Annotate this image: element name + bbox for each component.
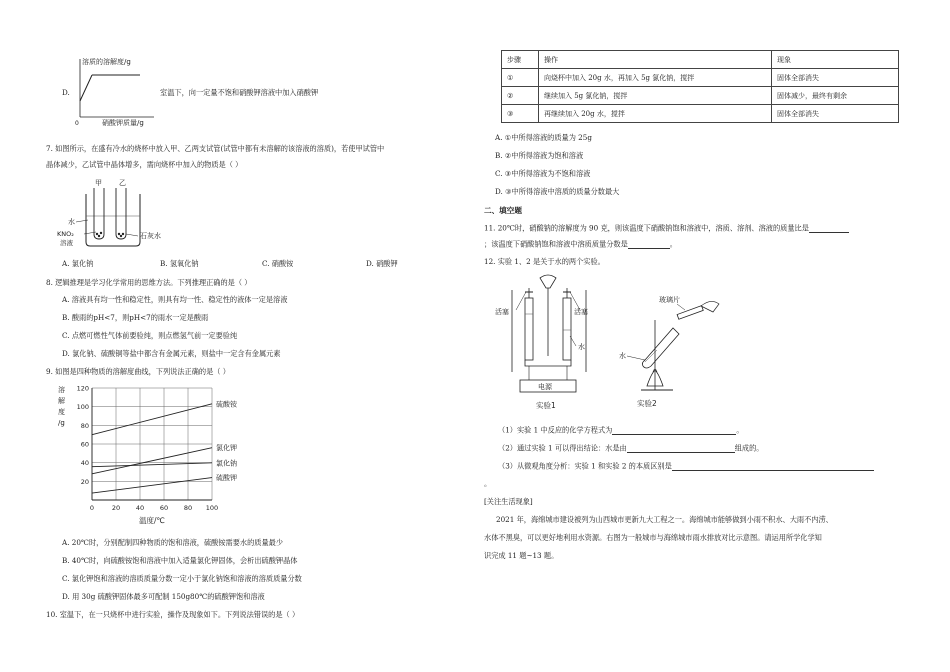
q12-stem: 12. 实验 1、2 是关于水的两个实验。 xyxy=(484,257,605,266)
x-tick-label: 0 xyxy=(89,504,95,512)
table-row xyxy=(502,69,899,87)
y-axis-label-char: 溶 xyxy=(58,386,65,394)
q10-option-d: D. ③中所得溶液中溶质的质量分数最大 xyxy=(495,187,620,196)
table-cell: ① xyxy=(502,69,539,87)
q11-line2 xyxy=(484,240,677,249)
q8-option-d: D. 氯化钠、硫酸铜等盐中都含有金属元素，则盐中一定含有金属元素 xyxy=(62,349,281,358)
q7-option-b: B. 氢氧化钠 xyxy=(160,259,199,268)
y-tick-label: 60 xyxy=(80,440,89,449)
q11-blank-fraction[interactable] xyxy=(628,240,670,249)
q12-blank-difference[interactable] xyxy=(672,462,874,471)
q9-option-d: D. 用 30g 硫酸钾固体最多可配制 150g80℃的硫酸钾饱和溶液 xyxy=(62,592,265,601)
q7-line2: 晶体减少，乙试管中晶体增多，需向烧杯中加入的物质是（ ） xyxy=(46,160,243,169)
q12-sub3-text: （3）从微观角度分析：实验 1 和实验 2 的本质区别是 xyxy=(498,461,672,471)
q6d-ylabel: 溶质的溶解度/g xyxy=(82,58,131,66)
table-header-cell: 步骤 xyxy=(502,51,539,69)
q8-option-a: A. 溶液具有均一性和稳定性，则具有均一性、稳定性的液体一定是溶液 xyxy=(62,295,288,304)
y-axis-label-char: 度 xyxy=(58,408,65,416)
x-tick-label: 60 xyxy=(159,504,169,512)
x-axis-label: 温度/℃ xyxy=(139,516,165,525)
table-row xyxy=(502,87,899,105)
q11-line1 xyxy=(484,224,849,233)
series-line xyxy=(92,463,212,467)
exp1-power-label: 电源 xyxy=(538,383,552,391)
q12-blank-equation[interactable] xyxy=(612,426,736,435)
y-axis-label-char: /g xyxy=(58,419,65,427)
series-line xyxy=(92,478,212,493)
series-label: 硫酸铵 xyxy=(216,400,237,409)
exp1-valve-right-label: 活塞 xyxy=(574,308,588,316)
q9-stem: 9. 如图是四种物质的溶解度曲线，下列说法正确的是（ ） xyxy=(46,367,230,376)
experiment2-figure xyxy=(615,290,725,415)
series-label: 氯化钾 xyxy=(216,444,237,453)
exp2-glass-label: 玻璃片 xyxy=(659,296,680,304)
y-tick-label: 100 xyxy=(76,403,89,412)
q7-line1: 7. 如图所示，在盛有冷水的烧杯中放入甲、乙两支试管(试管中都有未溶解的该溶液的溶质)，若使甲试管中 xyxy=(46,144,385,153)
q7-option-d: D. 硝酸钾 xyxy=(366,259,398,268)
y-tick-label: 120 xyxy=(76,384,89,393)
q6d-text: 室温下，向一定量不饱和硝酸钾溶液中加入硝酸钾 xyxy=(160,88,319,97)
q7-option-a: A. 氯化钠 xyxy=(62,259,94,268)
table-cell: 继续加入 5g 氯化钠，搅拌 xyxy=(539,87,772,105)
q8-option-b: B. 酸雨的pH<7，则pH<7的雨水一定是酸雨 xyxy=(62,313,209,322)
life-paragraph-line2: 水体不黑臭，可以更好地利用水资源。右图为一般城市与海绵城市雨水排放对比示意图。请运用所学化学知 xyxy=(484,533,822,542)
exp2-caption: 实验2 xyxy=(637,399,657,408)
table-cell: ③ xyxy=(502,105,539,123)
q10-option-a: A. ①中所得溶液的质量为 25g xyxy=(495,133,592,142)
table-cell: ② xyxy=(502,87,539,105)
table-cell: 向烧杯中加入 20g 水，再加入 5g 氯化钠，搅拌 xyxy=(539,69,772,87)
q9-option-b: B. 40℃时，向硫酸铵饱和溶液中加入适量氯化钾固体，会析出硫酸钾晶体 xyxy=(62,556,298,565)
q7-label-solution: 溶液 xyxy=(60,239,73,247)
table-cell: 固体减少，最终有剩余 xyxy=(772,87,899,105)
series-line xyxy=(92,448,212,474)
q7-label-water: 水 xyxy=(68,218,75,226)
exp1-valve-left-label: 活塞 xyxy=(495,308,509,316)
q8-option-c: C. 点燃可燃性气体前要验纯，则点燃氢气前一定要验纯 xyxy=(62,331,238,340)
y-tick-label: 20 xyxy=(80,477,89,486)
q8-stem: 8. 逻辑推理是学习化学常用的思维方法。下列推理正确的是（ ） xyxy=(46,278,252,287)
x-tick-label: 20 xyxy=(111,504,121,512)
q7-option-c: C. 硝酸铵 xyxy=(262,259,294,268)
q6d-origin: 0 xyxy=(75,120,79,127)
q12-sub1: （1）实验 1 中反应的化学方程式为 。 xyxy=(498,425,744,435)
experiment1-figure xyxy=(490,270,610,415)
table-cell: 固体全部消失 xyxy=(772,105,899,123)
q7-label-limewater: 石灰水 xyxy=(140,232,161,240)
q12-sub2-end: 组成的。 xyxy=(734,443,764,453)
life-paragraph-line3: 识完成 11 题~13 题。 xyxy=(484,551,559,560)
exp2-water-label: 水 xyxy=(619,352,626,360)
q12-sub2 xyxy=(498,444,763,453)
q12-sub3-end: 。 xyxy=(484,479,492,488)
table-cell: 固体全部消失 xyxy=(772,69,899,87)
q12-sub1-text: （1）实验 1 中反应的化学方程式为 xyxy=(498,425,613,435)
y-axis-label-char: 解 xyxy=(58,397,65,405)
exp1-caption: 实验1 xyxy=(536,401,556,410)
q10-option-b: B. ②中所得溶液为饱和溶液 xyxy=(495,151,584,160)
x-tick-label: 40 xyxy=(135,504,145,512)
q11-line1-text: 11. 20℃时，硝酸钠的溶解度为 90 克，则该温度下硝酸钠饱和溶液中，溶质、溶剂、溶液的质量比是 xyxy=(484,223,809,233)
q11-blank-ratio[interactable] xyxy=(809,224,849,233)
table-header-row xyxy=(502,51,899,69)
x-tick-label: 80 xyxy=(183,504,193,512)
q10-steps-table xyxy=(501,50,899,123)
q7-label-kno3: KNO₂ xyxy=(57,230,74,238)
q9-option-a: A. 20℃时，分别配制四种物质的饱和溶液，硫酸铵需要水的质量最少 xyxy=(62,538,284,547)
q9-option-c: C. 氯化钾饱和溶液的溶质质量分数一定小于氯化钠饱和溶液的溶质质量分数 xyxy=(62,574,302,583)
life-title: [关注生活现象] xyxy=(484,497,533,506)
q10-option-c: C. ③中所得溶液为不饱和溶液 xyxy=(495,169,591,178)
y-tick-label: 40 xyxy=(80,459,89,468)
series-label: 氯化钠 xyxy=(216,459,237,468)
q6d-xlabel: 硝酸钾质量/g xyxy=(102,119,144,127)
table-row xyxy=(502,105,899,123)
solubility-chart xyxy=(52,380,252,528)
q11-line2-text: ；该温度下硝酸钠饱和溶液中溶质质量分数是 xyxy=(484,239,628,249)
q12-sub3 xyxy=(498,462,874,471)
table-header-cell: 现象 xyxy=(772,51,899,69)
series-line xyxy=(92,404,212,435)
section-fill-in-title: 二、填空题 xyxy=(484,206,522,215)
q10-stem: 10. 室温下，在一只烧杯中进行实验，操作及现象如下。下列说法错误的是（ ） xyxy=(46,610,300,619)
q11-line2-end: 。 xyxy=(669,239,677,249)
q7-beaker-figure xyxy=(56,176,176,252)
x-tick-label: 100 xyxy=(205,504,219,512)
q7-label-jia: 甲 xyxy=(95,179,102,187)
q6d-graph xyxy=(72,55,162,127)
table-header-cell: 操作 xyxy=(539,51,772,69)
series-label: 硫酸钾 xyxy=(216,474,237,483)
y-tick-label: 80 xyxy=(80,421,89,430)
q7-label-yi: 乙 xyxy=(119,179,126,187)
q6d-label: D. xyxy=(62,88,70,97)
q12-blank-composition[interactable] xyxy=(627,444,735,453)
exp1-water-label: 水 xyxy=(578,343,585,351)
life-paragraph-line1: 2021 年，海绵城市建设被列为山西城市更新九大工程之一。海绵城市能够做到小雨不积水、大雨不内涝、 xyxy=(496,515,833,524)
table-cell: 再继续加入 20g 水，搅拌 xyxy=(539,105,772,123)
q12-sub2-text: （2）通过实验 1 可以得出结论：水是由 xyxy=(498,443,627,453)
